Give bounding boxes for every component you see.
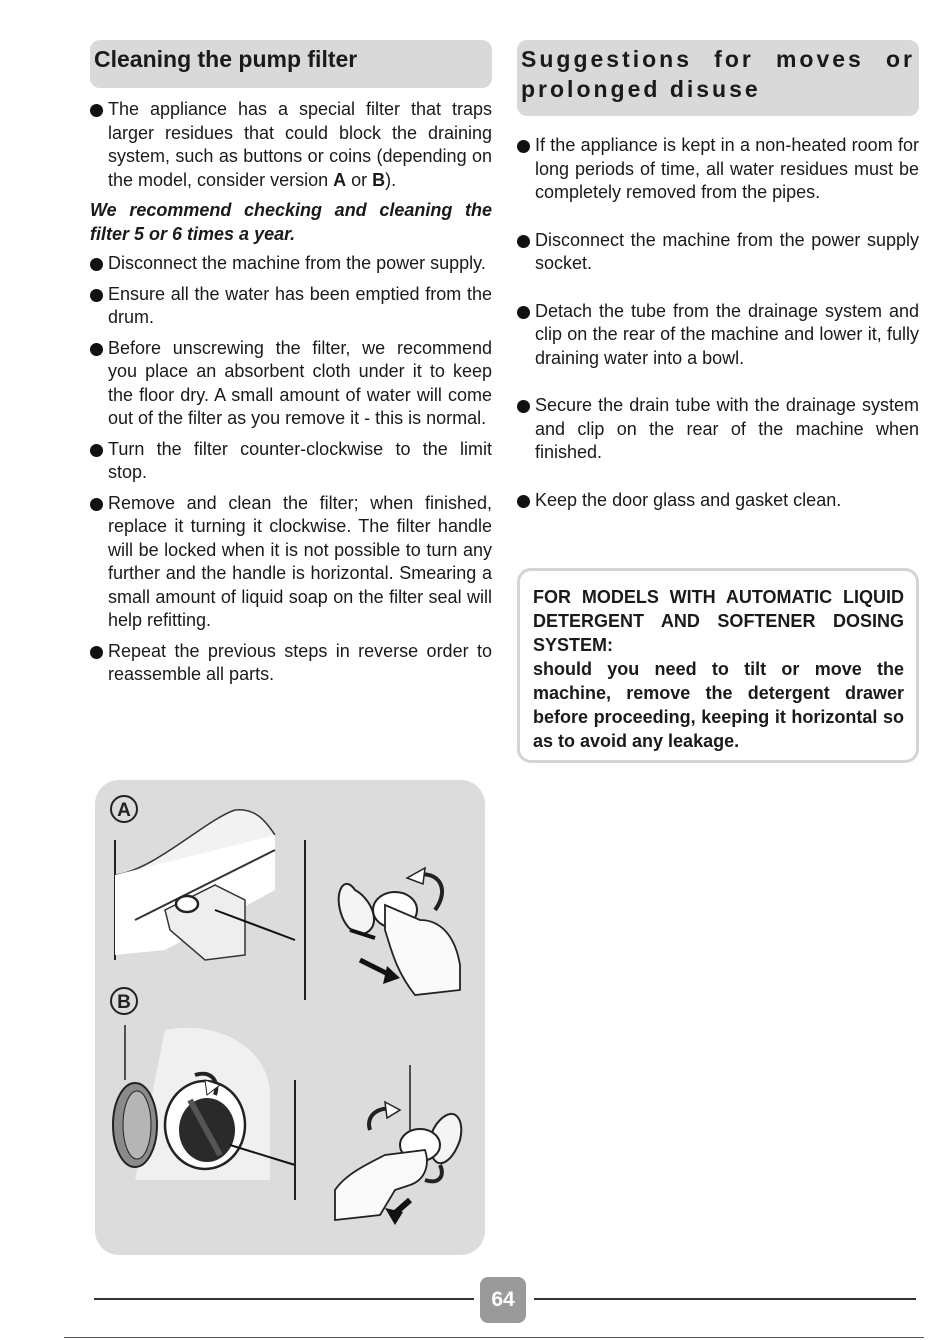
- disuse-heading-box: [517, 40, 919, 116]
- svg-text:B: B: [117, 992, 131, 1013]
- machine-front-a: [115, 810, 305, 1000]
- bullet-icon: [517, 306, 530, 319]
- page-number-badge: 64: [480, 1277, 526, 1323]
- intro-end: ).: [385, 169, 397, 190]
- dosing-system-notice: [517, 568, 919, 763]
- list-item: Remove and clean the filter; when finished, replace it turning it clockwise. The filter handle will be locked when it is not possible to turn any further and the handle is horizontal. Smearing a small amount of liquid soap on the filter seal will help refitting.: [90, 492, 492, 633]
- pump-filter-title: Cleaning the pump filter: [94, 46, 358, 72]
- label-b-icon: [111, 988, 137, 1014]
- filter-illustration: [95, 780, 485, 1255]
- filter-illustration-svg: [95, 780, 485, 1255]
- pump-filter-steps: [90, 252, 492, 687]
- intro-text: The appliance has a special filter that traps larger residues that could block the draining system, such as buttons or coins (depending on the model, consider version: [108, 99, 492, 190]
- notice-body: should you need to tilt or move the machine, remove the detergent drawer before proceeding, keeping it horizontal so as to avoid any leakage.: [533, 659, 904, 751]
- version-b: B: [372, 169, 386, 190]
- list-item: If the appliance is kept in a non-heated room for long periods of time, all water residues must be completely removed from the pipes.: [517, 134, 919, 205]
- bullet-icon: [90, 258, 103, 271]
- bullet-icon: [90, 444, 103, 457]
- hand-filter-b: [335, 1065, 461, 1225]
- notice-heading: FOR MODELS WITH AUTOMATIC LIQUID DETERGENT AND SOFTENER DOSING SYSTEM:: [533, 587, 904, 655]
- list-item: Before unscrewing the filter, we recommend you place an absorbent cloth under it to keep the floor dry. A small amount of water will come out of the filter as you remove it - this is normal.: [90, 337, 492, 431]
- list-item: Disconnect the machine from the power supply socket.: [517, 229, 919, 276]
- footer-rule-right: [534, 1298, 916, 1300]
- pump-filter-heading-box: [90, 40, 492, 88]
- bullet-icon: [90, 646, 103, 659]
- bullet-icon: [90, 289, 103, 302]
- intro-item: [90, 98, 492, 192]
- list-item: Repeat the previous steps in reverse order to reassemble all parts.: [90, 640, 492, 687]
- hand-filter-a: [339, 868, 460, 995]
- list-item: Ensure all the water has been emptied from the drum.: [90, 283, 492, 330]
- disuse-section: [517, 40, 919, 536]
- version-a: A: [333, 169, 347, 190]
- pump-filter-intro-list: [90, 98, 492, 192]
- footer-rule-left: [94, 1298, 474, 1300]
- bottom-divider: [64, 1337, 924, 1338]
- svg-text:A: A: [117, 800, 131, 821]
- list-item: Disconnect the machine from the power supply.: [90, 252, 492, 276]
- bullet-icon: [517, 235, 530, 248]
- list-item: Keep the door glass and gasket clean.: [517, 489, 919, 513]
- bullet-icon: [517, 140, 530, 153]
- machine-front-b: [113, 1025, 295, 1200]
- list-item: Turn the filter counter-clockwise to the limit stop.: [90, 438, 492, 485]
- disuse-title: Suggestions for moves or prolonged disuse: [521, 46, 915, 102]
- intro-or: or: [346, 169, 373, 190]
- label-a-icon: [111, 796, 137, 822]
- list-item: Detach the tube from the drainage system and clip on the rear of the machine and lower it, fully draining water into a bowl.: [517, 300, 919, 371]
- list-item: Secure the drain tube with the drainage system and clip on the rear of the machine when finished.: [517, 394, 919, 465]
- pump-filter-section: [90, 40, 492, 694]
- bullet-icon: [517, 400, 530, 413]
- bullet-icon: [90, 343, 103, 356]
- bullet-icon: [90, 498, 103, 511]
- recommendation-text: We recommend checking and cleaning the filter 5 or 6 times a year.: [90, 200, 492, 244]
- bullet-icon: [517, 495, 530, 508]
- bullet-icon: [90, 104, 103, 117]
- disuse-list: [517, 134, 919, 512]
